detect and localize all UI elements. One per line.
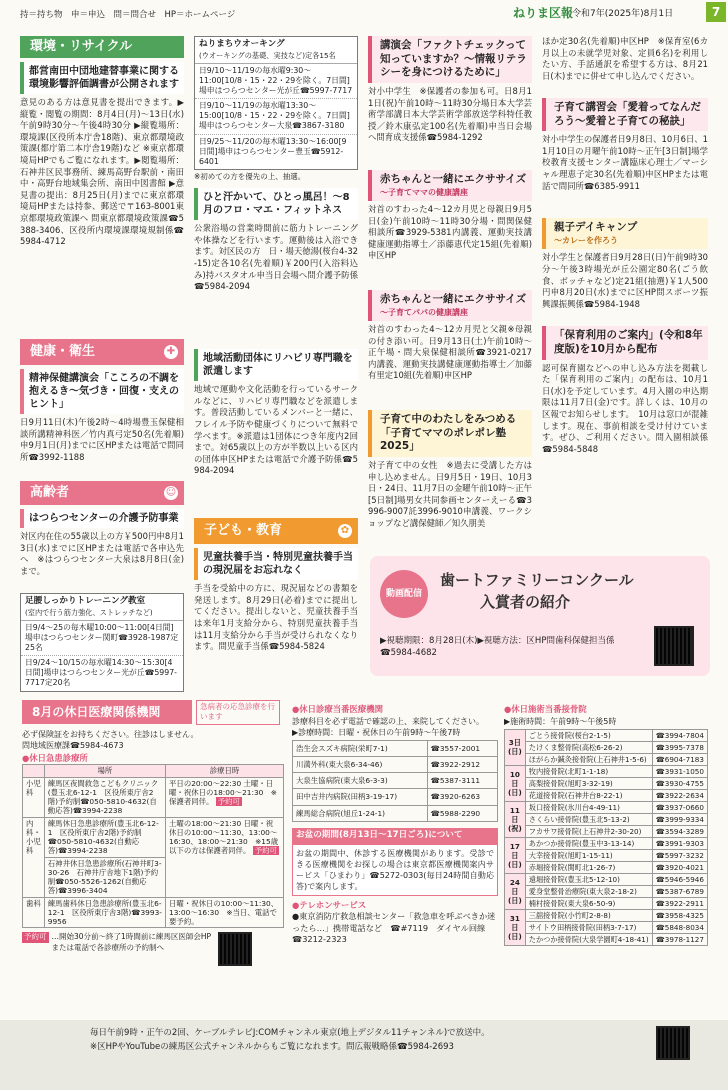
section-health-title bbox=[20, 339, 184, 365]
ortho-date: 10日(日) bbox=[505, 765, 526, 801]
duty-hours: ▶診療時間：日曜・祝休日の午前9時〜午後7時 bbox=[292, 727, 461, 737]
ortho-row bbox=[505, 741, 708, 753]
ortho-name: サイトウ田柄接骨院(田柄3-7-17) bbox=[525, 921, 652, 933]
hospital-name: 川満外科(東大泉6-34-46) bbox=[293, 756, 428, 772]
ortho-phone: ☎3958-4325 bbox=[652, 909, 707, 921]
papa-exercise-body: 対首のすわった4〜12カ月児と父親※母親の付き添い可。日9月13日(土)午前10時〜正午場・問大泉保健相談所☎3921-0217内講義、運動実技講健康運動指導士／加藤有里定10組(先着順)申区HP bbox=[368, 323, 532, 381]
ortho-hours: ▶施術時間：午前9時〜午後5時 bbox=[504, 716, 617, 726]
ortho-row bbox=[505, 813, 708, 825]
ortho-row bbox=[505, 849, 708, 861]
ortho-phone: ☎3978-1127 bbox=[652, 933, 707, 945]
clinic-row-1-hours: 平日の20:00〜22:30 土曜・日曜・祝休日の18:00〜21:30 ※保護者同伴。 予約可 bbox=[166, 777, 284, 817]
section-env-title: 環境・リサイクル bbox=[20, 36, 184, 58]
ortho-row bbox=[505, 789, 708, 801]
fitness-body: 公衆浴場の営業時間前に筋力トレーニングや体操などを行います。運動後は入浴できます。対区民の方 日・場天徳湯(桜台4-32-15)定各10名(先着順)￥200円(入浴料込み)持バスタオル申当日会場へ問介護予防係☎5984-2094 bbox=[194, 223, 358, 292]
concours-subtitle: 入賞者の紹介 bbox=[480, 593, 571, 611]
ortho-name: ほがらか鍼灸接骨院(上石神井1-5-6) bbox=[525, 753, 652, 765]
reservation-legend: …開始30分前〜終了1時間前に練馬区医師会HPまたは電話で各診療所の予約制へ bbox=[51, 932, 211, 952]
newsletter-logo: ねりま区報 bbox=[513, 6, 574, 20]
senior-body: 対区内在住の55歳以上の方￥500円申8月13日(水)までに区HPまたは電話で各申込先へ ※はつらつセンター大泉は8月8日(金)まで。 bbox=[20, 531, 184, 576]
clinic-table bbox=[22, 764, 284, 928]
hospital-name: 田中吉井内病院(田柄3-19-17) bbox=[293, 789, 428, 805]
ortho-row bbox=[505, 861, 708, 873]
icon-legend: 持＝持ち物 申＝申込 問＝問合せ HP＝ホームページ bbox=[20, 10, 236, 20]
daycare-body: 認可保育園などへの申し込み方法を掲載した「保育利用のご案内」の配布は、10月1日(水)を予定しています。4月入園の申込期限は11月7日(金)です。詳しくは、10月の区報でお知らせします。 10月は窓口が混雑します。現在、事前相談を受け付けています。ぜひ、ご利用ください。問入園相談係☎5984-5848 bbox=[542, 362, 708, 454]
ortho-row bbox=[505, 777, 708, 789]
ortho-row bbox=[505, 921, 708, 933]
rehab-headline: 地域活動団体にリハビリ専門職を派遣します bbox=[194, 349, 358, 381]
attachment-headline: 子育て講習会「愛着ってなんだろう〜愛着と子育ての秘訣」 bbox=[542, 98, 708, 131]
ortho-row bbox=[505, 897, 708, 909]
training-row-2: 日9/24〜10/15の毎水曜14:30〜15:30[4日間]場申はつらつセンター光が丘☎5997-7717定20名 bbox=[25, 658, 177, 688]
col-hours: 診療日時 bbox=[166, 765, 284, 777]
footer-qr-code[interactable] bbox=[656, 1026, 690, 1060]
reservation-tag: 予約可 bbox=[217, 797, 240, 807]
ortho-name: たけくま整骨院(高松6-26-2) bbox=[525, 741, 652, 753]
group-dental: 歯科 bbox=[23, 897, 45, 928]
hospital-row bbox=[293, 805, 498, 821]
ortho-row bbox=[505, 765, 708, 777]
video-badge: 動画配信 bbox=[380, 570, 428, 618]
clinic-row-2-hours: 土曜の18:00〜21:30 日曜・祝休日の10:00〜11:30、13:00〜16:30、18:00〜21:30 ※15歳以下の方は保護者同伴。 予約可 bbox=[166, 817, 284, 897]
ortho-phone: ☎3594-3289 bbox=[652, 825, 707, 837]
ortho-name: 坂口接骨院(氷川台4-49-11) bbox=[525, 801, 652, 813]
ortho-date: 11日(祝) bbox=[505, 801, 526, 837]
env-headline: 都営南田中団地建替事業に関する環境影響評価調書が公開されます bbox=[20, 62, 184, 94]
ortho-row bbox=[505, 825, 708, 837]
kids-title-text: 子ども・教育 bbox=[204, 523, 283, 539]
ortho-row bbox=[505, 909, 708, 921]
ortho-phone: ☎3922-2911 bbox=[652, 897, 707, 909]
hospital-name: 練馬総合病院(旭丘1-24-1) bbox=[293, 805, 428, 821]
ortho-date: 31日(日) bbox=[505, 909, 526, 945]
mama-exercise-body: 対首のすわった4〜12カ月児と母親日9月5日(金)午前10時〜11時30分場・問関保健相談所☎3929-5381内講義、運動実技講健康運動指導士／添藤恵代定15組(先着順)申区HP bbox=[368, 203, 532, 261]
tel-body: ●東京消防庁救急相談センター「救急車を呼ぶべきか迷ったら…」携帯電話など ☎#7119 ダイヤル回線 ☎3212-2323 bbox=[292, 911, 496, 945]
clinic-qr-code[interactable] bbox=[218, 932, 252, 966]
column-1 bbox=[20, 36, 184, 692]
training-row-1: 日9/4〜25の毎木曜10:00〜11:00[4日間]場申はつらつセンター関町☎3928-1987定25名 bbox=[21, 621, 183, 656]
obon-body: お盆の期間中、休診する医療機関があります。受診できる医療機関をお探しの場合は東京都医療機関案内サービス「ひまわり」☎5272-0303(毎日24時間自動応答)で案内します。 bbox=[292, 844, 498, 896]
obon-title: お盆の期間(8月13日〜17日ごろ)について bbox=[292, 828, 498, 844]
ortho-phone: ☎5946-5946 bbox=[652, 873, 707, 885]
ortho-name: たかつか接骨院(大泉学園町4-18-41) bbox=[525, 933, 652, 945]
ortho-phone: ☎6904-7183 bbox=[652, 753, 707, 765]
col-place: 場所 bbox=[44, 765, 165, 777]
walking-row-1: 日9/10〜11/19の毎水曜9:30〜11:00[10/8・15・22・29を除く。7日間]場申はつらつセンター光が丘☎5997-7717 bbox=[195, 64, 357, 99]
health-body: 日9月11日(木)午後2時〜4時場豊玉保健相談所講精神科医／竹内真弓定50名(先着順)申9月1日(月)までに区HPまたは電話で問同所☎3992-1188 bbox=[20, 417, 184, 462]
continued-body: ほか定30名(先着順)申区HP ※保育室(6カ月以上の未就学児対象、定員6名)を利用したい方、手話通訳を希望する方は、8月21日(木)までに併せて申し込んでください。 bbox=[542, 36, 708, 81]
ortho-subtitle: ●休日施術当番接骨院 bbox=[504, 704, 587, 714]
ortho-name: 楠村接骨院(東大泉6-50-9) bbox=[525, 897, 652, 909]
ortho-date: 24日(日) bbox=[505, 873, 526, 909]
factcheck-body: 対小中学生 ※保護者の参加も可。日8月11日(祝)午前10時〜11時30分場日本大学芸術学部講日本大学芸術学部放送学科特任教授／鈴木康弘定100名(先着順)申当日会場へ問育成支援係☎5984-1292 bbox=[368, 85, 532, 143]
ortho-row bbox=[505, 933, 708, 945]
health-headline: 精神保健講演会「こころの不調を抱えるき〜気づき・回復・支えのヒント」 bbox=[20, 369, 184, 414]
ortho-name: 遠堀接骨院(豊玉北5-12-10) bbox=[525, 873, 652, 885]
walking-box-title: ねりまちウオーキング (ウオーキングの基礎、実技など)定各15名 bbox=[195, 37, 357, 64]
training-box-title: 足腰しっかりトレーニング教室 (室内で行う筋力強化、ストレッチなど) bbox=[21, 594, 183, 621]
walking-box bbox=[194, 36, 358, 170]
column-3 bbox=[368, 36, 532, 540]
daycare-headline: 「保育利用のご案内」(令和8年度版)を10月から配布 bbox=[542, 326, 708, 359]
ortho-row bbox=[505, 837, 708, 849]
ortho-phone: ☎3937-0660 bbox=[652, 801, 707, 813]
clinic-row-1-place: 練馬区夜間救急こどもクリニック(豊玉北6-12-1 区役所東庁舎2階)予約制☎050-5810-4632(自動応答)☎3994-2238 bbox=[44, 777, 165, 817]
holiday-note-1: 必ず保険証をお持ちください。往診はしません。 bbox=[22, 729, 199, 739]
polepole-body: 対子育て中の女性 ※過去に受講した方は申し込めません。日9月5日・19日、10月3日・24日、11月7日の金曜午前10時〜正午[5日制]場男女共同参画センターえーる☎3996-9007託3996-9010申講義、ワークショップなど講保健師／知久朋美 bbox=[368, 459, 532, 528]
hospital-name: 浩生会スズキ病院(栄町7-1) bbox=[293, 740, 428, 756]
duty-hospital-section bbox=[292, 704, 498, 945]
ortho-phone: ☎3994-7804 bbox=[652, 729, 707, 741]
ortho-name: ごとう接骨院(桜台2-1-5) bbox=[525, 729, 652, 741]
section-kids-title bbox=[194, 518, 358, 544]
hospital-phone: ☎5387-3111 bbox=[427, 773, 497, 789]
page-number: 7 bbox=[706, 2, 726, 22]
concours-qr-code[interactable] bbox=[654, 626, 694, 666]
ortho-phone: ☎5387-6789 bbox=[652, 885, 707, 897]
ortho-name: あかつか接骨院(豊玉中3-13-14) bbox=[525, 837, 652, 849]
column-2 bbox=[194, 36, 358, 683]
senior-icon: ☺ bbox=[165, 487, 177, 498]
ortho-row bbox=[505, 729, 708, 741]
ortho-name: 高梨接骨院(旭町3-32-19) bbox=[525, 777, 652, 789]
ortho-name: 花道接骨院(石神井台8-22-1) bbox=[525, 789, 652, 801]
ortho-name: 愛身堂整骨治療院(東大泉2-18-2) bbox=[525, 885, 652, 897]
camp-body: 対小学生と保護者日9月28日(日)午前9時30分〜午後3時場光が丘公園定80名(ごう飲食、ボッチャなど)定21組(抽選)￥1人500円申8月20日(水)までに区HP問スポーツ振興課振興係☎5984-1948 bbox=[542, 252, 708, 309]
health-title-text: 健康・衛生 bbox=[30, 344, 96, 360]
ortho-phone: ☎3995-7378 bbox=[652, 741, 707, 753]
hospital-phone: ☎5988-2290 bbox=[427, 805, 497, 821]
ortho-row bbox=[505, 753, 708, 765]
concours-banner bbox=[370, 556, 710, 676]
rehab-body: 地域で運動や文化活動を行っているサークルなどに、リハビリ専門職などを派遣します。普段活動しているメンバーと一緒に、フレイル予防や健康づくりについて無料で学べます。※派遣は1団体につき年度内2回まで。対65歳以上の方が半数以上いる区内の団体申区HPまたは電話で介護予防係☎5984-2094 bbox=[194, 384, 358, 476]
hospital-row bbox=[293, 789, 498, 805]
holiday-note-2: 問地域医療課☎5984-4673 bbox=[22, 740, 124, 750]
concours-title: 歯ートファミリーコンクール bbox=[440, 571, 634, 589]
env-body: 意見のある方は意見書を提出できます。▶縦覧・閲覧の期間：8月4日(月)〜13日(水)午前9時30分〜午後4時30分 ▶縦覧場所：環境課(区役所本庁舎18階)、東京都環境政策課(都庁第二本庁舎19階)など ※東京都環境局HPでもご覧になれます。▶閲覧場所：石神井区民事務所、練馬高野台駅前・南田中・高野台地域集会所、南田中図書館 ▶意見書の提出：8月25日(月)までに東京都環境局HPまたは持参、郵送で〒163-8001東京都環境政策課へ 問東京都環境政策課☎5388-3406、区役所内環境課環境規制係☎5984-4712 bbox=[20, 97, 184, 247]
ortho-name: さくらい接骨院(豊玉北5-13-2) bbox=[525, 813, 652, 825]
ortho-name: 牧内接骨院(北町1-1-18) bbox=[525, 765, 652, 777]
holiday-section bbox=[22, 700, 284, 966]
group-pediatrics: 小児科 bbox=[23, 777, 45, 817]
ortho-date: 3日(日) bbox=[505, 729, 526, 765]
senior-headline: はつらつセンターの介護予防事業 bbox=[20, 509, 184, 528]
factcheck-headline: 講演会「ファクトチェックって知っていますか？〜情報リテラシーを身につけるために」 bbox=[368, 36, 532, 83]
reservation-legend-tag: 予約可 bbox=[24, 932, 47, 942]
group-internal: 内科・小児科 bbox=[23, 817, 45, 897]
ortho-row bbox=[505, 801, 708, 813]
hospital-phone: ☎3920-6263 bbox=[427, 789, 497, 805]
page-footer bbox=[0, 1020, 728, 1090]
duty-note: 診療科目を必ず電話で確認の上、来院してください。 bbox=[292, 716, 484, 726]
ortho-table bbox=[504, 729, 708, 946]
orthopedic-section bbox=[504, 704, 708, 946]
tel-title: ●テレホンサービス bbox=[292, 899, 367, 910]
section-senior-title bbox=[20, 481, 184, 505]
hospital-row bbox=[293, 773, 498, 789]
kids-body: 手当を受給中の方に、現況届などの書類を発送します。8月29日(必着)までに提出してください。提出しないと、児童扶養手当は来年1月支給分から、特別児童扶養手当は11月支給分から手当が受けられなくなります。問児童手当係☎5984-5824 bbox=[194, 583, 358, 652]
page-header bbox=[0, 0, 728, 26]
clinic-subtitle: ●休日急患診療所 bbox=[22, 752, 88, 763]
holiday-title: 8月の休日医療関係機関 bbox=[22, 700, 192, 724]
hospital-row bbox=[293, 740, 498, 756]
ortho-phone: ☎3999-9334 bbox=[652, 813, 707, 825]
hospital-phone: ☎3922-2912 bbox=[427, 756, 497, 772]
clinic-row-4-place: 練馬歯科休日急患診療所(豊玉北6-12-1 区役所東庁舎3階)☎3993-9956 bbox=[44, 897, 165, 928]
ortho-phone: ☎3920-4021 bbox=[652, 861, 707, 873]
ortho-name: 大幸接骨院(旭町1-15-11) bbox=[525, 849, 652, 861]
attachment-body: 対小中学生の保護者日9月8日、10月6日、11月10日の月曜午前10時〜正午[3日制]場学校教育支援センター講臨床心理士／マーシャル理恵子定30名(先着順)申区HPまたは電話で問同所☎6385-9911 bbox=[542, 134, 708, 191]
ortho-phone: ☎3930-4755 bbox=[652, 777, 707, 789]
column-4 bbox=[542, 36, 708, 483]
ortho-phone: ☎5997-3232 bbox=[652, 849, 707, 861]
polepole-headline: 子育て中のわたしをみつめる「子育てママのポレポレ塾2025」 bbox=[368, 410, 532, 457]
training-box bbox=[20, 593, 184, 692]
duty-subtitle: ●休日診療当番医療機関 bbox=[292, 704, 384, 714]
papa-exercise-headline: 赤ちゃんと一緒にエクササイズ 〜子育てパパの健康講座 bbox=[368, 290, 532, 321]
mama-exercise-headline: 赤ちゃんと一緒にエクササイズ 〜子育てママの健康講座 bbox=[368, 170, 532, 201]
ortho-phone: ☎5848-8034 bbox=[652, 921, 707, 933]
ortho-name: 赤堀接骨院(関町北1-26-7) bbox=[525, 861, 652, 873]
ortho-phone: ☎3991-9303 bbox=[652, 837, 707, 849]
footer-line-2: ※区HPやYouTubeの練馬区公式チャンネルからもご覧になれます。問広報戦略係☎5984-2693 bbox=[90, 1042, 454, 1052]
clinic-row-3-place: 石神井休日急患診療所(石神井町3-30-26 石神井庁舎地下1階)予約制☎050-5526-1262(自動応答)☎3996-3404 bbox=[44, 857, 165, 897]
walking-row-3: 日9/25〜11/20の毎木曜13:30〜16:00[9日間]場申はつらつセンター豊玉☎5912-6401 bbox=[199, 136, 347, 166]
walking-note: ※初めての方を優先の上、抽選。 bbox=[194, 171, 306, 181]
ortho-phone: ☎3922-2634 bbox=[652, 789, 707, 801]
ortho-name: フカサワ接骨院(上石神井2-30-20) bbox=[525, 825, 652, 837]
hospital-row bbox=[293, 756, 498, 772]
senior-title-text: 高齢者 bbox=[30, 485, 70, 501]
duty-hospital-table bbox=[292, 740, 498, 822]
ortho-phone: ☎3931-1050 bbox=[652, 765, 707, 777]
stethoscope-icon: ✚ bbox=[164, 345, 178, 359]
clinic-row-2-place: 練馬休日急患診療所(豊玉北6-12-1 区役所東庁舎2階)予約制☎050-5810-4632(自動応答)☎3994-2238 bbox=[44, 817, 165, 857]
walking-row-2: 日9/10〜11/19の毎水曜13:30〜15:00[10/8・15・22・29を除く。7日間]場申はつらつセンター大泉☎3867-3180 bbox=[195, 99, 357, 134]
kids-headline: 児童扶養手当・特別児童扶養手当の現況届をお忘れなく bbox=[194, 548, 358, 580]
clinic-row-4-hours: 日曜・祝休日の10:00〜11:30、13:00〜16:30 ※当日、電話で要予約。 bbox=[166, 897, 284, 928]
concours-info: ▶視聴期限：8月28日(木)▶視聴方法：区HP問歯科保健担当係☎5984-4682 bbox=[380, 636, 615, 658]
ortho-row bbox=[505, 885, 708, 897]
ortho-date: 17日(日) bbox=[505, 837, 526, 873]
footer-line-1: 毎日午前9時・正午の2回、ケーブルテレビJ:COMチャンネル東京(地上デジタル11チャンネル)で放送中。 bbox=[90, 1028, 490, 1038]
ortho-row bbox=[505, 873, 708, 885]
reservation-tag: 予約可 bbox=[254, 846, 277, 856]
ortho-name: 三舘接骨院(小竹町2-8-8) bbox=[525, 909, 652, 921]
issue-date: 令和7年(2025年)8月1日 bbox=[572, 9, 674, 19]
fitness-headline: ひと汗かいて、ひとっ風呂！〜8月のフロ・マエ・フィットネス bbox=[194, 188, 358, 220]
holiday-note-right: 急病者の応急診療を行います bbox=[196, 700, 280, 725]
kids-icon: ✿ bbox=[338, 524, 352, 538]
camp-headline: 親子デイキャンプ 〜カレーを作ろう bbox=[542, 218, 708, 249]
hospital-name: 大泉生協病院(東大泉6-3-3) bbox=[293, 773, 428, 789]
hospital-phone: ☎3557-2001 bbox=[427, 740, 497, 756]
